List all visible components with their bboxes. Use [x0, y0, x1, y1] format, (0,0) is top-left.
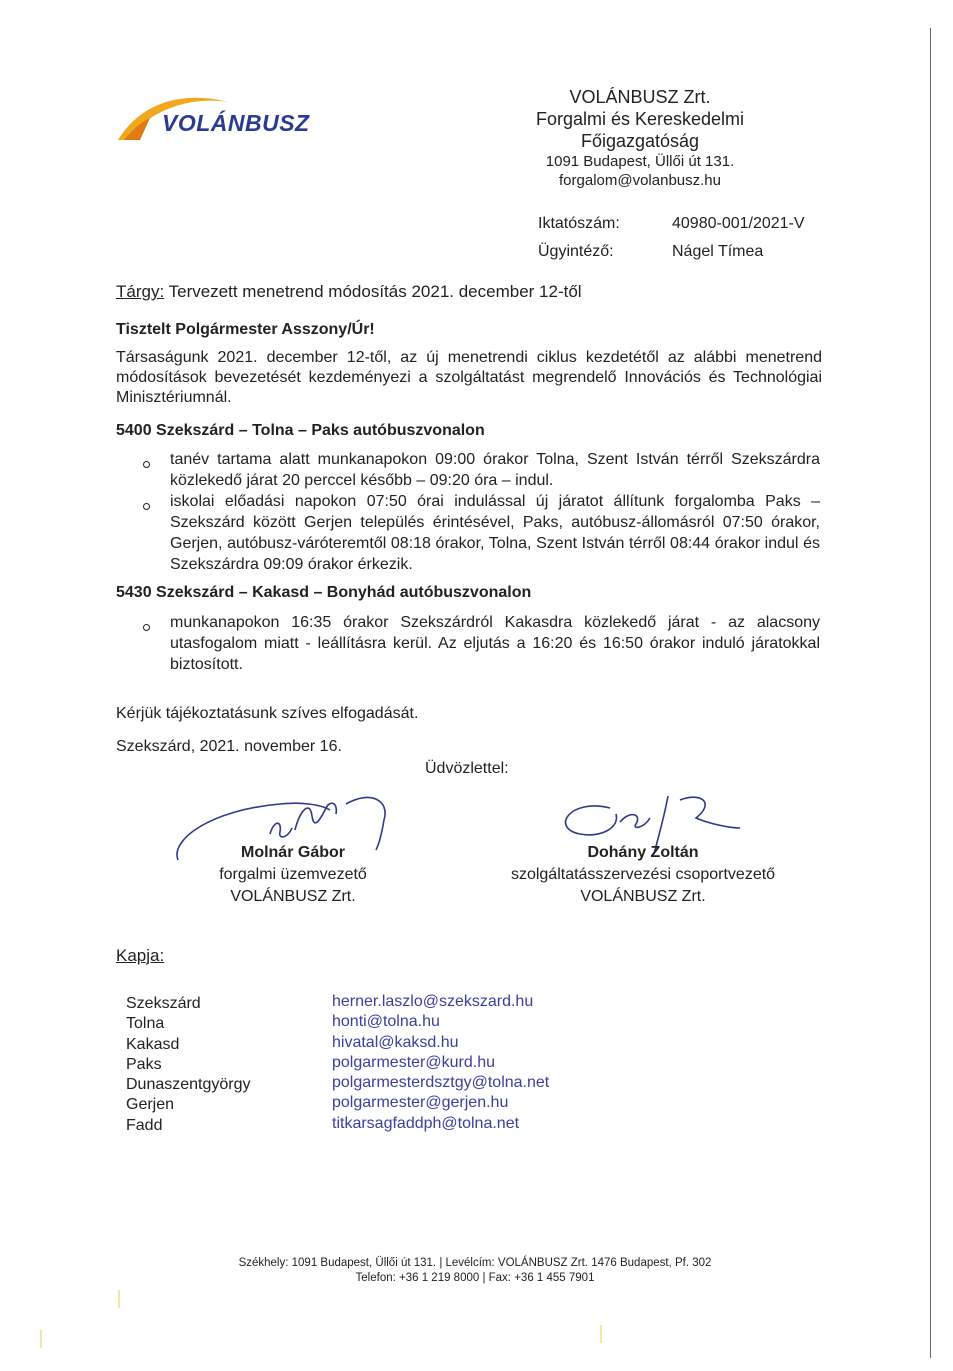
bullet-icon: [143, 461, 150, 468]
email-link[interactable]: honti@tolna.hu: [332, 1013, 440, 1031]
page-edge-line: [930, 28, 931, 1358]
signatory-org: VOLÁNBUSZ Zrt.: [580, 888, 706, 905]
route-heading-5430: 5430 Szekszárd – Kakasd – Bonyhád autóbuszvonalon: [116, 584, 532, 601]
greeting: Üdvözlettel:: [425, 760, 509, 777]
intro-paragraph: Társaságunk 2021. december 12-től, az új menetrendi ciklus kezdetétől az alábbi menetrend módosítások bevezetését kezdeményezi a szolgáltatást megrendelő Innovációs és Technológiai Minisztériumnál.: [116, 349, 822, 406]
place-date: Szekszárd, 2021. november 16.: [116, 738, 342, 755]
scan-speck: [600, 1325, 602, 1343]
department-line-2: Főigazgatóság: [580, 131, 700, 151]
scan-speck: [40, 1330, 42, 1348]
signatory-name: Molnár Gábor: [240, 844, 345, 861]
email-link[interactable]: polgarmesterdsztgy@tolna.net: [332, 1074, 550, 1092]
reference-value: 40980-001/2021-V: [672, 215, 805, 232]
signatory-name: Dohány Zoltán: [587, 844, 699, 861]
list-item: Gerjen: [126, 1096, 175, 1114]
footer-contact: Telefon: +36 1 219 8000 | Fax: +36 1 455 7901: [355, 1272, 595, 1284]
officer-label: Ügyintéző:: [538, 243, 614, 260]
subject-label: Tárgy:: [116, 282, 165, 301]
list-item: munkanapokon 16:35 órakor Szekszárdról Kakasdra közlekedő járat - az alacsony utasfogalom miatt - leállításra kerül. Az eljutás a 16:20 és 16:50 órakor induló járatokkal biztosított.: [170, 614, 820, 673]
company-name: VOLÁNBUSZ Zrt.: [569, 87, 711, 107]
company-header: [480, 86, 800, 190]
email-link[interactable]: hivatal@kaksd.hu: [332, 1033, 459, 1051]
recipient-places: [126, 994, 251, 1136]
reference-label: Iktatószám:: [538, 215, 620, 232]
company-address: 1091 Budapest, Üllői út 131.: [545, 153, 735, 170]
officer-value: Nágel Tímea: [672, 243, 764, 260]
subject-text: Tervezett menetrend módosítás 2021. december 12-től: [168, 282, 582, 301]
email-link[interactable]: herner.laszlo@szekszard.hu: [332, 993, 534, 1010]
signatory-title: szolgáltatásszervezési csoportvezető: [510, 866, 776, 883]
list-item: Paks: [126, 1055, 162, 1073]
recipient-emails: [332, 992, 549, 1134]
email-link[interactable]: titkarsagfaddph@tolna.net: [332, 1114, 520, 1132]
list-item: tanév tartama alatt munkanapokon 09:00 órakor Tolna, Szent István térről Szekszárdra közlekedő járat 20 perccel később – 09:20 óra – indul.: [170, 451, 820, 489]
bullet-icon: [143, 503, 150, 510]
signatory-dohany: [490, 842, 796, 908]
list-item: iskolai előadási napokon 07:50 órai indulással új járatot állítunk forgalomba Paks – Szekszárd között Gerjen település érintésével, Paks, autóbusz-állomásról 07:50 órakor, Gerjen, autóbusz-váróteremtől 08:18 órakor, Tolna, Szent István térről 08:44 órakor indul és Szekszárdra 09:09 órakor érkezik.: [170, 493, 820, 573]
list-item: Szekszárd: [126, 995, 201, 1012]
list-item: Fadd: [126, 1116, 163, 1134]
route-heading-5400: 5400 Szekszárd – Tolna – Paks autóbuszvonalon: [116, 422, 485, 439]
bullet-icon: [143, 624, 150, 631]
reference-row: [538, 210, 805, 238]
department-line-1: Forgalmi és Kereskedelmi: [535, 109, 745, 129]
list-item: Tolna: [126, 1015, 165, 1033]
list-item: Dunaszentgyörgy: [126, 1076, 251, 1094]
list-item: Kakasd: [126, 1035, 180, 1053]
signatory-title: forgalmi üzemvezető: [219, 866, 367, 883]
footer: [150, 1256, 800, 1286]
email-link[interactable]: polgarmester@kurd.hu: [332, 1053, 495, 1071]
scan-speck: [118, 1290, 120, 1308]
closing-sentence: Kérjük tájékoztatásunk szíves elfogadását.: [116, 705, 419, 722]
footer-address: Székhely: 1091 Budapest, Üllői út 131. | Levélcím: VOLÁNBUSZ Zrt. 1476 Budapest, Pf. 302: [238, 1257, 712, 1269]
email-link[interactable]: polgarmester@gerjen.hu: [332, 1094, 509, 1112]
signatory-org: VOLÁNBUSZ Zrt.: [230, 888, 356, 905]
logo-text: VOLÁNBUSZ: [162, 110, 310, 136]
recipients-label: Kapja:: [116, 946, 165, 965]
officer-row: [538, 238, 805, 266]
subject-line: [116, 282, 582, 302]
company-email[interactable]: forgalom@volanbusz.hu: [559, 172, 721, 189]
reference-block: [538, 210, 805, 266]
salutation: Tisztelt Polgármester Asszony/Úr!: [116, 321, 375, 338]
signatory-molnar: [188, 842, 398, 908]
company-logo: [110, 84, 340, 144]
